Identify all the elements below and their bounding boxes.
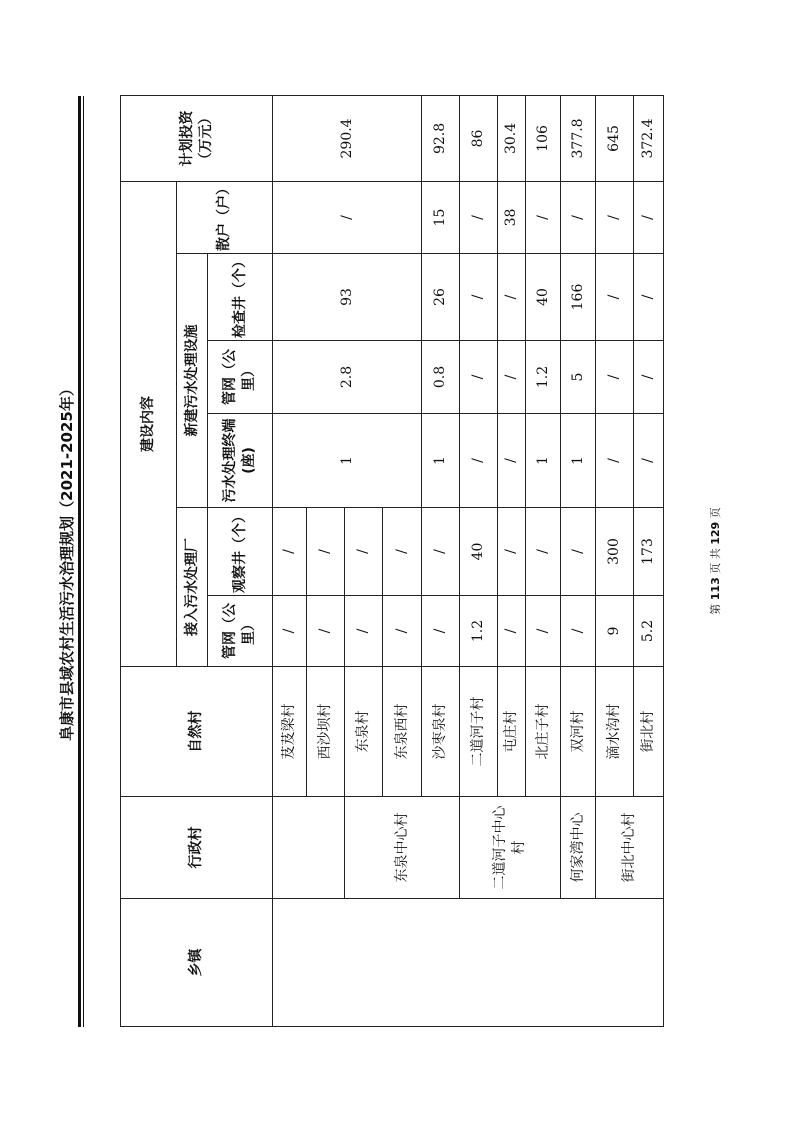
header-connect-plant: 接入污水处理厂 — [177, 508, 208, 667]
header-scattered-households: 散户（户） — [177, 181, 273, 253]
header-pipe-network: 管网（公里） — [208, 596, 273, 667]
header-natural-village: 自然村 — [121, 667, 273, 797]
terminal-cell: 1 — [526, 414, 561, 508]
investment-cell: 290.4 — [273, 95, 422, 181]
scattered-cell: / — [561, 181, 596, 253]
pipe-cell: / — [422, 596, 460, 667]
scattered-cell: 15 — [422, 181, 460, 253]
investment-cell: 645 — [596, 95, 634, 181]
investment-cell: 30.4 — [498, 95, 526, 181]
obs-cell: / — [498, 508, 526, 596]
new-pipe-cell: / — [498, 341, 526, 414]
check-well-cell: 40 — [526, 254, 561, 341]
sewage-plan-table — [120, 95, 664, 1027]
obs-cell: / — [307, 508, 345, 596]
pipe-cell: / — [561, 596, 596, 667]
page-number-prefix: 第 — [709, 603, 722, 615]
obs-cell: / — [422, 508, 460, 596]
page-number-suffix: 页 — [709, 507, 722, 519]
new-pipe-cell: 2.8 — [273, 341, 422, 414]
terminal-cell: 1 — [422, 414, 460, 508]
check-well-cell: / — [460, 254, 498, 341]
scattered-cell: / — [273, 181, 422, 253]
natural-village-cell: 西沙坝村 — [307, 667, 345, 797]
header-new-pipe: 管网（公里） — [208, 341, 273, 414]
page-number — [707, 0, 723, 1122]
natural-village-cell: 东泉村 — [345, 667, 383, 797]
header-new-facility: 新建污水处理设施 — [177, 254, 208, 508]
header-check-well: 检查井（个） — [208, 254, 273, 341]
header-construction-content: 建设内容 — [121, 181, 177, 666]
header-rule-thick — [78, 96, 81, 1027]
scattered-cell: 38 — [498, 181, 526, 253]
investment-cell: 106 — [526, 95, 561, 181]
new-pipe-cell: 0.8 — [422, 341, 460, 414]
header-rule-thin — [83, 96, 84, 1027]
natural-village-cell: 沙枣泉村 — [422, 667, 460, 797]
pipe-cell: 9 — [596, 596, 634, 667]
scattered-cell: / — [634, 181, 664, 253]
natural-village-cell: 二道河子村 — [460, 667, 498, 797]
header-township: 乡镇 — [121, 899, 273, 1027]
pipe-cell: / — [307, 596, 345, 667]
pipe-cell: / — [345, 596, 383, 667]
new-pipe-cell: / — [634, 341, 664, 414]
natural-village-cell: 芨芨梁村 — [273, 667, 307, 797]
table-row — [596, 95, 634, 1026]
obs-cell: / — [345, 508, 383, 596]
natural-village-cell: 屯庄村 — [498, 667, 526, 797]
natural-village-cell: 北庄子村 — [526, 667, 561, 797]
admin-village-cell: 二道河子中心村 — [460, 797, 561, 899]
header-planned-investment: 计划投资（万元） — [121, 95, 273, 181]
terminal-cell: / — [460, 414, 498, 508]
obs-cell: / — [383, 508, 422, 596]
scattered-cell: / — [460, 181, 498, 253]
new-pipe-cell: / — [596, 341, 634, 414]
scattered-cell: / — [526, 181, 561, 253]
pipe-cell: 5.2 — [634, 596, 664, 667]
terminal-cell: / — [596, 414, 634, 508]
investment-cell: 372.4 — [634, 95, 664, 181]
investment-cell: 92.8 — [422, 95, 460, 181]
terminal-cell: / — [634, 414, 664, 508]
check-well-cell: 26 — [422, 254, 460, 341]
pipe-cell: 1.2 — [460, 596, 498, 667]
new-pipe-cell: / — [460, 341, 498, 414]
header-admin-village: 行政村 — [121, 797, 273, 899]
admin-village-cell: 街北中心村 — [596, 797, 664, 899]
check-well-cell: 93 — [273, 254, 422, 341]
obs-cell: / — [273, 508, 307, 596]
check-well-cell: / — [498, 254, 526, 341]
table-row — [460, 95, 498, 1026]
pipe-cell: / — [273, 596, 307, 667]
obs-cell: 173 — [634, 508, 664, 596]
terminal-cell: 1 — [273, 414, 422, 508]
obs-cell: / — [526, 508, 561, 596]
admin-village-cell: 东泉中心村 — [345, 797, 460, 899]
pipe-cell: / — [498, 596, 526, 667]
document-header-title: 阜康市县域农村生活污水治理规划（2021-2025年） — [58, 381, 76, 741]
header-inspection-well: 观察井（个） — [208, 508, 273, 596]
investment-cell: 86 — [460, 95, 498, 181]
check-well-cell: 166 — [561, 254, 596, 341]
table-row — [273, 95, 307, 1026]
table-row — [561, 95, 596, 1026]
check-well-cell: / — [634, 254, 664, 341]
new-pipe-cell: 1.2 — [526, 341, 561, 414]
natural-village-cell: 滴水沟村 — [596, 667, 634, 797]
natural-village-cell: 街北村 — [634, 667, 664, 797]
terminal-cell: 1 — [561, 414, 596, 508]
page-number-total: 129 — [709, 521, 722, 545]
page-number-mid: 页 共 — [709, 548, 722, 574]
check-well-cell: / — [596, 254, 634, 341]
obs-cell: 40 — [460, 508, 498, 596]
terminal-cell: / — [498, 414, 526, 508]
page-number-current: 113 — [709, 577, 722, 601]
township-cell — [273, 899, 664, 1027]
obs-cell: 300 — [596, 508, 634, 596]
new-pipe-cell: 5 — [561, 341, 596, 414]
natural-village-cell: 东泉西村 — [383, 667, 422, 797]
pipe-cell: / — [526, 596, 561, 667]
obs-cell: / — [561, 508, 596, 596]
admin-village-cell: 何家湾中心 — [561, 797, 596, 899]
scattered-cell: / — [596, 181, 634, 253]
header-terminal: 污水处理终端(座) — [208, 414, 273, 508]
investment-cell: 377.8 — [561, 95, 596, 181]
admin-village-cell-empty — [273, 797, 345, 899]
natural-village-cell: 双河村 — [561, 667, 596, 797]
pipe-cell: / — [383, 596, 422, 667]
